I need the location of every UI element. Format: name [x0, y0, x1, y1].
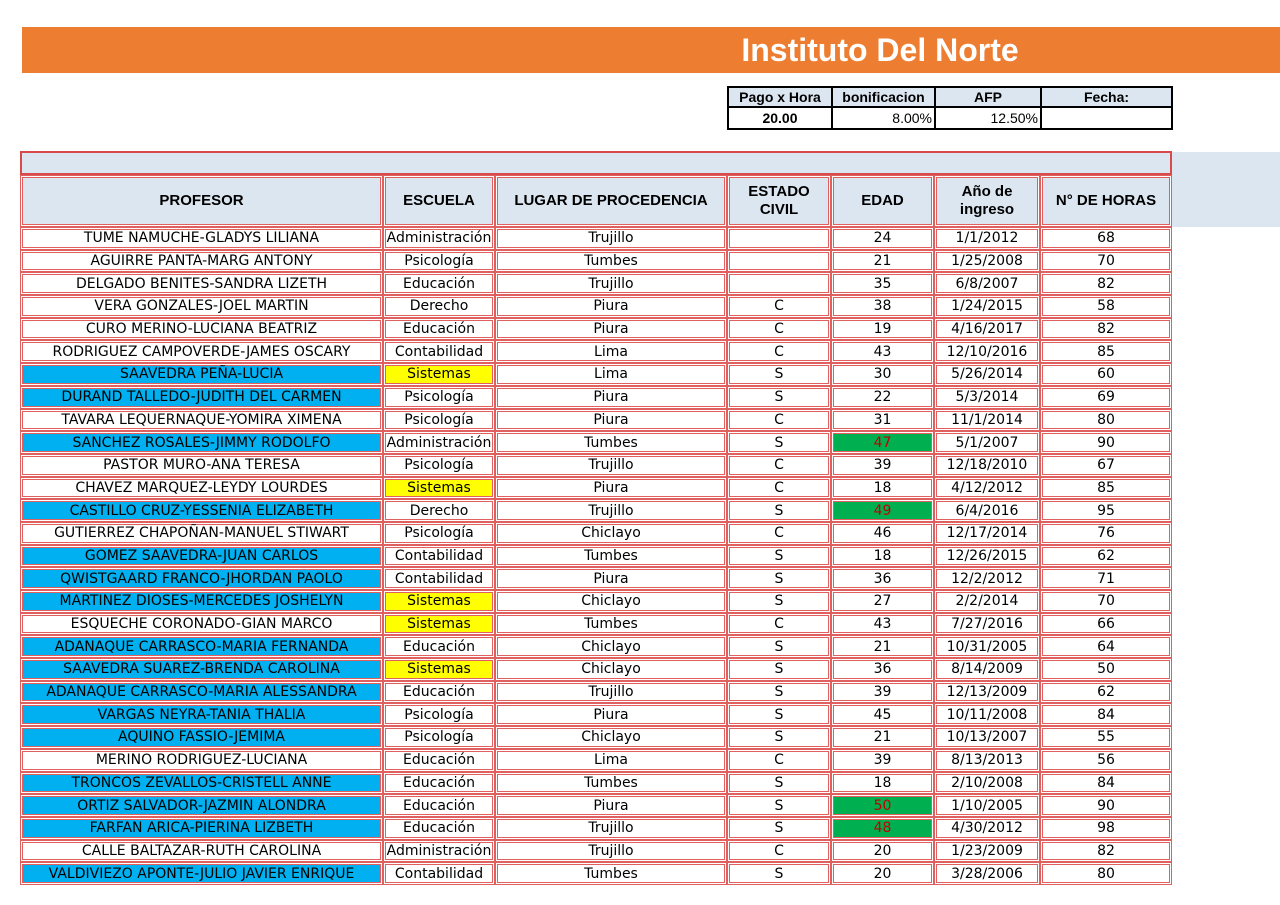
cell-profesor[interactable]: TAVARA LEQUERNAQUE-YOMIRA XIMENA [20, 409, 383, 432]
cell-edad[interactable]: 39 [831, 749, 934, 772]
table-row [20, 477, 1172, 500]
cell-escuela[interactable]: Psicología [383, 409, 495, 432]
cell-lugar[interactable]: Tumbes [495, 431, 727, 454]
cell-lugar[interactable]: Chiclayo [495, 590, 727, 613]
cell-lugar[interactable]: Chiclayo [495, 658, 727, 681]
cell-escuela[interactable]: Psicología [383, 522, 495, 545]
cell-escuela[interactable]: Psicología [383, 386, 495, 409]
cell-escuela[interactable]: Educación [383, 817, 495, 840]
cell-edad[interactable]: 39 [831, 681, 934, 704]
cell-escuela[interactable]: Contabilidad [383, 567, 495, 590]
cell-estado[interactable]: C [727, 477, 831, 500]
cell-escuela[interactable]: Sistemas [383, 590, 495, 613]
cell-estado[interactable] [727, 227, 831, 250]
cell-horas[interactable]: 82 [1040, 272, 1172, 295]
cell-lugar[interactable]: Tumbes [495, 862, 727, 885]
table-row [20, 545, 1172, 568]
cell-ingreso[interactable]: 6/4/2016 [934, 499, 1040, 522]
table-row [20, 749, 1172, 772]
cell-lugar[interactable]: Tumbes [495, 613, 727, 636]
cell-ingreso[interactable]: 10/11/2008 [934, 703, 1040, 726]
cell-ingreso[interactable]: 6/8/2007 [934, 272, 1040, 295]
cell-ingreso[interactable]: 4/12/2012 [934, 477, 1040, 500]
cell-escuela[interactable]: Derecho [383, 295, 495, 318]
cell-lugar[interactable]: Piura [495, 295, 727, 318]
cell-lugar[interactable]: Chiclayo [495, 726, 727, 749]
cell-horas[interactable]: 80 [1040, 409, 1172, 432]
cell-profesor[interactable]: SAAVEDRA SUAREZ-BRENDA CAROLINA [20, 658, 383, 681]
cell-ingreso[interactable]: 2/2/2014 [934, 590, 1040, 613]
cell-lugar[interactable]: Piura [495, 567, 727, 590]
cell-escuela[interactable]: Sistemas [383, 363, 495, 386]
cell-edad[interactable]: 49 [831, 499, 934, 522]
cell-horas[interactable]: 66 [1040, 613, 1172, 636]
table-top-strip [20, 151, 1172, 175]
cell-profesor[interactable]: QWISTGAARD FRANCO-JHORDAN PAOLO [20, 567, 383, 590]
table-row [20, 272, 1172, 295]
professors-table [20, 175, 1172, 885]
cell-profesor[interactable]: ORTIZ SALVADOR-JAZMIN ALONDRA [20, 794, 383, 817]
cell-lugar[interactable]: Lima [495, 363, 727, 386]
cell-lugar[interactable]: Piura [495, 386, 727, 409]
cell-horas[interactable]: 50 [1040, 658, 1172, 681]
cell-horas[interactable]: 98 [1040, 817, 1172, 840]
table-row [20, 454, 1172, 477]
cell-profesor[interactable]: CHAVEZ MARQUEZ-LEYDY LOURDES [20, 477, 383, 500]
col-estado-civil[interactable]: ESTADO CIVIL [727, 175, 831, 227]
pago-x-hora-header[interactable]: Pago x Hora [728, 87, 832, 107]
cell-horas[interactable]: 85 [1040, 477, 1172, 500]
cell-edad[interactable]: 21 [831, 635, 934, 658]
bonificacion-value[interactable]: 8.00% [832, 107, 935, 129]
cell-ingreso[interactable]: 12/2/2012 [934, 567, 1040, 590]
table-row [20, 794, 1172, 817]
table-row [20, 386, 1172, 409]
cell-escuela[interactable]: Psicología [383, 703, 495, 726]
table-row [20, 635, 1172, 658]
cell-escuela[interactable]: Educación [383, 749, 495, 772]
cell-ingreso[interactable]: 1/1/2012 [934, 227, 1040, 250]
table-row [20, 567, 1172, 590]
cell-profesor[interactable]: VALDIVIEZO APONTE-JULIO JAVIER ENRIQUE [20, 862, 383, 885]
cell-estado[interactable]: S [727, 545, 831, 568]
cell-lugar[interactable]: Chiclayo [495, 635, 727, 658]
cell-edad[interactable]: 24 [831, 227, 934, 250]
table-row [20, 499, 1172, 522]
cell-estado[interactable]: C [727, 340, 831, 363]
cell-escuela[interactable]: Psicología [383, 726, 495, 749]
cell-profesor[interactable]: VERA GONZALES-JOEL MARTIN [20, 295, 383, 318]
cell-profesor[interactable]: CALLE BALTAZAR-RUTH CAROLINA [20, 840, 383, 863]
cell-escuela[interactable]: Educación [383, 681, 495, 704]
cell-estado[interactable] [727, 250, 831, 273]
cell-escuela[interactable]: Educación [383, 318, 495, 341]
cell-lugar[interactable]: Lima [495, 340, 727, 363]
cell-estado[interactable]: S [727, 635, 831, 658]
cell-horas[interactable]: 60 [1040, 363, 1172, 386]
cell-ingreso[interactable]: 8/14/2009 [934, 658, 1040, 681]
cell-edad[interactable]: 43 [831, 340, 934, 363]
cell-edad[interactable]: 35 [831, 272, 934, 295]
table-row [20, 862, 1172, 885]
cell-horas[interactable]: 56 [1040, 749, 1172, 772]
cell-horas[interactable]: 85 [1040, 340, 1172, 363]
cell-horas[interactable]: 67 [1040, 454, 1172, 477]
cell-escuela[interactable]: Administración [383, 431, 495, 454]
cell-horas[interactable]: 62 [1040, 681, 1172, 704]
cell-edad[interactable]: 36 [831, 567, 934, 590]
table-row [20, 295, 1172, 318]
cell-escuela[interactable]: Educación [383, 794, 495, 817]
cell-ingreso[interactable]: 10/13/2007 [934, 726, 1040, 749]
cell-ingreso[interactable]: 11/1/2014 [934, 409, 1040, 432]
cell-ingreso[interactable]: 1/25/2008 [934, 250, 1040, 273]
cell-lugar[interactable]: Tumbes [495, 772, 727, 795]
cell-edad[interactable]: 47 [831, 431, 934, 454]
cell-horas[interactable]: 69 [1040, 386, 1172, 409]
cell-horas[interactable]: 68 [1040, 227, 1172, 250]
table-row [20, 817, 1172, 840]
cell-estado[interactable]: C [727, 454, 831, 477]
cell-edad[interactable]: 39 [831, 454, 934, 477]
table-row [20, 431, 1172, 454]
cell-estado[interactable]: C [727, 409, 831, 432]
cell-lugar[interactable]: Chiclayo [495, 522, 727, 545]
cell-escuela[interactable]: Sistemas [383, 613, 495, 636]
cell-ingreso[interactable]: 1/24/2015 [934, 295, 1040, 318]
cell-profesor[interactable]: FARFAN ARICA-PIERINA LIZBETH [20, 817, 383, 840]
table-row [20, 590, 1172, 613]
cell-edad[interactable]: 20 [831, 862, 934, 885]
cell-lugar[interactable]: Piura [495, 703, 727, 726]
cell-estado[interactable]: C [727, 295, 831, 318]
cell-edad[interactable]: 18 [831, 545, 934, 568]
cell-estado[interactable]: S [727, 726, 831, 749]
cell-profesor[interactable]: GUTIERREZ CHAPOÑAN-MANUEL STIWART [20, 522, 383, 545]
cell-profesor[interactable]: DELGADO BENITES-SANDRA LIZETH [20, 272, 383, 295]
cell-estado[interactable]: S [727, 590, 831, 613]
afp-header[interactable]: AFP [935, 87, 1041, 107]
table-row [20, 522, 1172, 545]
cell-ingreso[interactable]: 12/13/2009 [934, 681, 1040, 704]
cell-ingreso[interactable]: 12/18/2010 [934, 454, 1040, 477]
cell-profesor[interactable]: TUME NAMUCHE-GLADYS LILIANA [20, 227, 383, 250]
cell-ingreso[interactable]: 5/1/2007 [934, 431, 1040, 454]
cell-lugar[interactable]: Lima [495, 749, 727, 772]
col-horas[interactable]: N° DE HORAS [1040, 175, 1172, 227]
cell-horas[interactable]: 90 [1040, 794, 1172, 817]
cell-escuela[interactable]: Psicología [383, 454, 495, 477]
cell-estado[interactable]: S [727, 386, 831, 409]
cell-horas[interactable]: 62 [1040, 545, 1172, 568]
cell-horas[interactable]: 90 [1040, 431, 1172, 454]
col-edad[interactable]: EDAD [831, 175, 934, 227]
table-row [20, 250, 1172, 273]
cell-lugar[interactable]: Piura [495, 477, 727, 500]
cell-horas[interactable]: 55 [1040, 726, 1172, 749]
cell-edad[interactable]: 38 [831, 295, 934, 318]
afp-value[interactable]: 12.50% [935, 107, 1041, 129]
cell-ingreso[interactable]: 12/26/2015 [934, 545, 1040, 568]
cell-horas[interactable]: 84 [1040, 772, 1172, 795]
cell-escuela[interactable]: Sistemas [383, 658, 495, 681]
cell-edad[interactable]: 21 [831, 250, 934, 273]
cell-horas[interactable]: 70 [1040, 590, 1172, 613]
cell-edad[interactable]: 22 [831, 386, 934, 409]
cell-edad[interactable]: 48 [831, 817, 934, 840]
cell-profesor[interactable]: MARTINEZ DIOSES-MERCEDES JOSHELYN [20, 590, 383, 613]
cell-lugar[interactable]: Tumbes [495, 545, 727, 568]
cell-edad[interactable]: 50 [831, 794, 934, 817]
table-row [20, 840, 1172, 863]
fecha-value[interactable] [1041, 107, 1172, 129]
cell-profesor[interactable]: RODRIGUEZ CAMPOVERDE-JAMES OSCARY [20, 340, 383, 363]
col-escuela[interactable]: ESCUELA [383, 175, 495, 227]
cell-estado[interactable]: C [727, 613, 831, 636]
cell-profesor[interactable]: CURO MERINO-LUCIANA BEATRIZ [20, 318, 383, 341]
table-row [20, 613, 1172, 636]
cell-profesor[interactable]: VARGAS NEYRA-TANIA THALIA [20, 703, 383, 726]
cell-edad[interactable]: 36 [831, 658, 934, 681]
cell-edad[interactable]: 19 [831, 318, 934, 341]
cell-horas[interactable]: 84 [1040, 703, 1172, 726]
cell-estado[interactable]: S [727, 862, 831, 885]
cell-estado[interactable]: S [727, 681, 831, 704]
fecha-header[interactable]: Fecha: [1041, 87, 1172, 107]
cell-ingreso[interactable]: 1/23/2009 [934, 840, 1040, 863]
cell-escuela[interactable]: Contabilidad [383, 340, 495, 363]
cell-estado[interactable]: S [727, 658, 831, 681]
cell-horas[interactable]: 70 [1040, 250, 1172, 273]
cell-edad[interactable]: 45 [831, 703, 934, 726]
cell-escuela[interactable]: Contabilidad [383, 862, 495, 885]
table-row [20, 726, 1172, 749]
cell-profesor[interactable]: GOMEZ SAAVEDRA-JUAN CARLOS [20, 545, 383, 568]
cell-estado[interactable]: S [727, 567, 831, 590]
cell-profesor[interactable]: ESQUECHE CORONADO-GIAN MARCO [20, 613, 383, 636]
cell-estado[interactable]: S [727, 431, 831, 454]
cell-estado[interactable]: S [727, 703, 831, 726]
cell-lugar[interactable]: Trujillo [495, 272, 727, 295]
cell-profesor[interactable]: AGUIRRE PANTA-MARG ANTONY [20, 250, 383, 273]
cell-escuela[interactable]: Contabilidad [383, 545, 495, 568]
cell-profesor[interactable]: CASTILLO CRUZ-YESSENIA ELIZABETH [20, 499, 383, 522]
table-row [20, 318, 1172, 341]
cell-escuela[interactable]: Derecho [383, 499, 495, 522]
col-profesor[interactable]: PROFESOR [20, 175, 383, 227]
cell-ingreso[interactable]: 12/17/2014 [934, 522, 1040, 545]
cell-lugar[interactable]: Piura [495, 409, 727, 432]
cell-ingreso[interactable]: 1/10/2005 [934, 794, 1040, 817]
cell-ingreso[interactable]: 5/3/2014 [934, 386, 1040, 409]
cell-estado[interactable]: C [727, 318, 831, 341]
cell-edad[interactable]: 18 [831, 772, 934, 795]
cell-profesor[interactable]: PASTOR MURO-ANA TERESA [20, 454, 383, 477]
cell-edad[interactable]: 18 [831, 477, 934, 500]
cell-escuela[interactable]: Sistemas [383, 477, 495, 500]
cell-lugar[interactable]: Trujillo [495, 817, 727, 840]
cell-estado[interactable]: S [727, 817, 831, 840]
cell-horas[interactable]: 64 [1040, 635, 1172, 658]
cell-estado[interactable]: C [727, 749, 831, 772]
cell-estado[interactable] [727, 272, 831, 295]
cell-edad[interactable]: 20 [831, 840, 934, 863]
cell-profesor[interactable]: SANCHEZ ROSALES-JIMMY RODOLFO [20, 431, 383, 454]
cell-escuela[interactable]: Educación [383, 272, 495, 295]
cell-ingreso[interactable]: 7/27/2016 [934, 613, 1040, 636]
cell-edad[interactable]: 43 [831, 613, 934, 636]
table-row [20, 340, 1172, 363]
cell-profesor[interactable]: SAAVEDRA PEÑA-LUCIA [20, 363, 383, 386]
cell-horas[interactable]: 80 [1040, 862, 1172, 885]
cell-ingreso[interactable]: 4/30/2012 [934, 817, 1040, 840]
cell-escuela[interactable]: Administración [383, 840, 495, 863]
cell-edad[interactable]: 31 [831, 409, 934, 432]
cell-ingreso[interactable]: 8/13/2013 [934, 749, 1040, 772]
cell-profesor[interactable]: AQUINO FASSIO-JEMIMA [20, 726, 383, 749]
cell-lugar[interactable]: Trujillo [495, 227, 727, 250]
header-band [1172, 152, 1280, 227]
cell-ingreso[interactable]: 2/10/2008 [934, 772, 1040, 795]
table-header-row [20, 175, 1172, 227]
cell-horas[interactable]: 58 [1040, 295, 1172, 318]
cell-escuela[interactable]: Administración [383, 227, 495, 250]
col-lugar[interactable]: LUGAR DE PROCEDENCIA [495, 175, 727, 227]
cell-estado[interactable]: C [727, 840, 831, 863]
cell-lugar[interactable]: Tumbes [495, 250, 727, 273]
cell-escuela[interactable]: Educación [383, 635, 495, 658]
cell-escuela[interactable]: Educación [383, 772, 495, 795]
cell-ingreso[interactable]: 4/16/2017 [934, 318, 1040, 341]
cell-profesor[interactable]: MERINO RODRIGUEZ-LUCIANA [20, 749, 383, 772]
title-bar [22, 27, 1280, 73]
cell-horas[interactable]: 82 [1040, 318, 1172, 341]
cell-ingreso[interactable]: 12/10/2016 [934, 340, 1040, 363]
bonificacion-header[interactable]: bonificacion [832, 87, 935, 107]
page-title: Instituto Del Norte [741, 32, 1019, 68]
cell-edad[interactable]: 21 [831, 726, 934, 749]
cell-edad[interactable]: 30 [831, 363, 934, 386]
cell-ingreso[interactable]: 5/26/2014 [934, 363, 1040, 386]
table-row [20, 681, 1172, 704]
cell-estado[interactable]: S [727, 772, 831, 795]
col-ingreso[interactable]: Año de ingreso [934, 175, 1040, 227]
cell-estado[interactable]: S [727, 499, 831, 522]
info-table [727, 86, 1173, 130]
cell-ingreso[interactable]: 10/31/2005 [934, 635, 1040, 658]
cell-profesor[interactable]: TRONCOS ZEVALLOS-CRISTELL ANNE [20, 772, 383, 795]
cell-profesor[interactable]: DURAND TALLEDO-JUDITH DEL CARMEN [20, 386, 383, 409]
table-row [20, 227, 1172, 250]
cell-profesor[interactable]: ADANAQUE CARRASCO-MARIA ALESSANDRA [20, 681, 383, 704]
table-row [20, 658, 1172, 681]
table-row [20, 703, 1172, 726]
cell-horas[interactable]: 82 [1040, 840, 1172, 863]
cell-lugar[interactable]: Trujillo [495, 840, 727, 863]
cell-horas[interactable]: 95 [1040, 499, 1172, 522]
cell-lugar[interactable]: Trujillo [495, 681, 727, 704]
cell-estado[interactable]: S [727, 363, 831, 386]
cell-edad[interactable]: 46 [831, 522, 934, 545]
table-row [20, 363, 1172, 386]
cell-horas[interactable]: 76 [1040, 522, 1172, 545]
cell-lugar[interactable]: Piura [495, 318, 727, 341]
pago-x-hora-value[interactable]: 20.00 [728, 107, 832, 129]
cell-ingreso[interactable]: 3/28/2006 [934, 862, 1040, 885]
cell-estado[interactable]: S [727, 794, 831, 817]
cell-lugar[interactable]: Trujillo [495, 454, 727, 477]
cell-lugar[interactable]: Trujillo [495, 499, 727, 522]
cell-escuela[interactable]: Psicología [383, 250, 495, 273]
cell-horas[interactable]: 71 [1040, 567, 1172, 590]
cell-profesor[interactable]: ADANAQUE CARRASCO-MARIA FERNANDA [20, 635, 383, 658]
cell-lugar[interactable]: Piura [495, 794, 727, 817]
cell-estado[interactable]: C [727, 522, 831, 545]
cell-edad[interactable]: 27 [831, 590, 934, 613]
table-row [20, 772, 1172, 795]
table-row [20, 409, 1172, 432]
